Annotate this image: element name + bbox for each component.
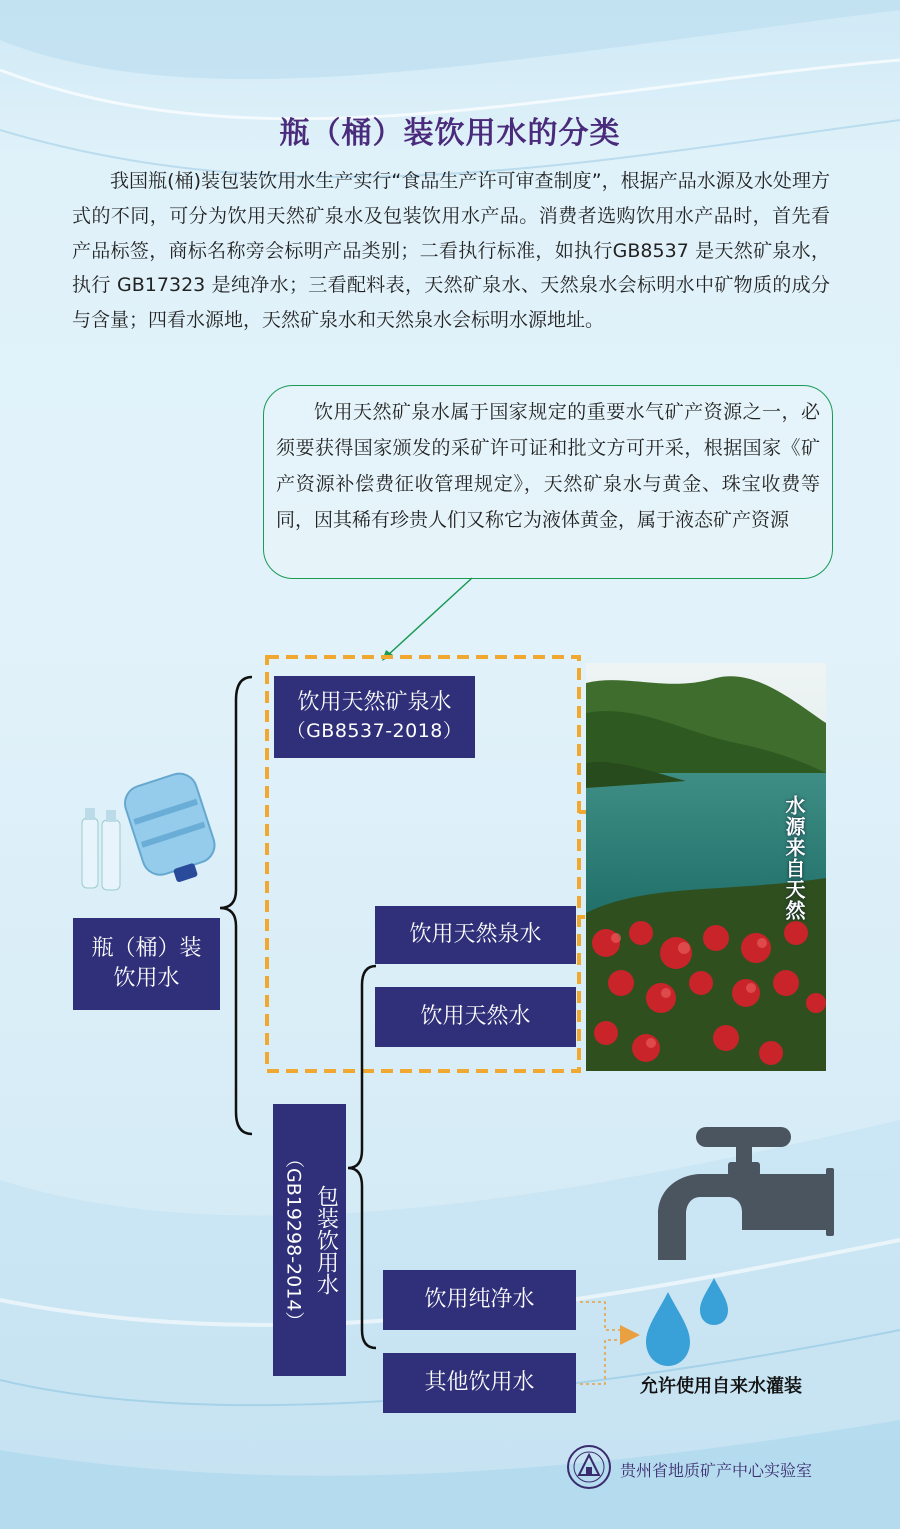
category-packaged-water-standard: （GB19298-2014）	[282, 1149, 305, 1331]
category-packaged-water	[273, 1104, 346, 1376]
type-purified-water-label: 饮用纯净水	[424, 1287, 535, 1312]
type-spring-water	[375, 906, 576, 964]
type-natural-water	[375, 987, 576, 1047]
category-bottled-water	[73, 918, 220, 1010]
type-mineral-water-label: 饮用天然矿泉水	[297, 690, 452, 715]
water-tap-icon	[650, 1122, 835, 1272]
note-text: 饮用天然矿泉水属于国家规定的重要水气矿产资源之一，必须要获得国家颁发的采矿许可证和批文方可开采，根据国家《矿产资源补偿费征收管理规定》，天然矿泉水与黄金、珠宝收费等同，因其稀有珍贵人们又称它为液体黄金，属于液态矿产资源	[276, 401, 820, 531]
note-pointer	[388, 578, 472, 655]
type-purified-water	[383, 1270, 576, 1330]
type-other-water-label: 其他饮用水	[424, 1370, 535, 1395]
water-drop-icon	[640, 1272, 740, 1372]
main-brace	[220, 677, 252, 1134]
bottled-water-icon	[76, 768, 216, 896]
sub-brace	[348, 966, 376, 1348]
type-spring-water-label: 饮用天然泉水	[409, 922, 542, 947]
category-bottled-water-line1: 瓶（桶）装	[91, 936, 202, 961]
type-natural-water-label: 饮用天然水	[420, 1004, 531, 1029]
category-packaged-water-label: 包装饮用水	[313, 1185, 339, 1295]
intro-paragraph: 我国瓶(桶)装包装饮用水生产实行“食品生产许可审查制度”，根据产品水源及水处理方式的不同，可分为饮用天然矿泉水及包装饮用水产品。消费者选购饮用水产品时，首先看产品标签，商标名称旁会标明产品类别；二看执行标准，如执行GB8537 是天然矿泉水，执行 GB17323 是纯净水；三看配料表，天然矿泉水、天然泉水会标明水中矿物质的成分与含量；四看水源地，天然矿泉水和天然泉水会标明水源地址。	[72, 170, 830, 332]
footer-organization: 贵州省地质矿产中心实验室	[620, 1461, 813, 1480]
lab-logo-icon	[566, 1444, 612, 1490]
category-bottled-water-line2: 饮用水	[113, 966, 180, 991]
tap-caption: 允许使用自来水灌装	[640, 1376, 802, 1397]
photo-label: 水源来自天然	[782, 795, 806, 921]
type-mineral-water-standard: （GB8537-2018）	[286, 720, 463, 742]
page-title: 瓶（桶）装饮用水的分类	[279, 116, 621, 151]
type-mineral-water	[274, 676, 475, 758]
type-other-water	[383, 1353, 576, 1413]
